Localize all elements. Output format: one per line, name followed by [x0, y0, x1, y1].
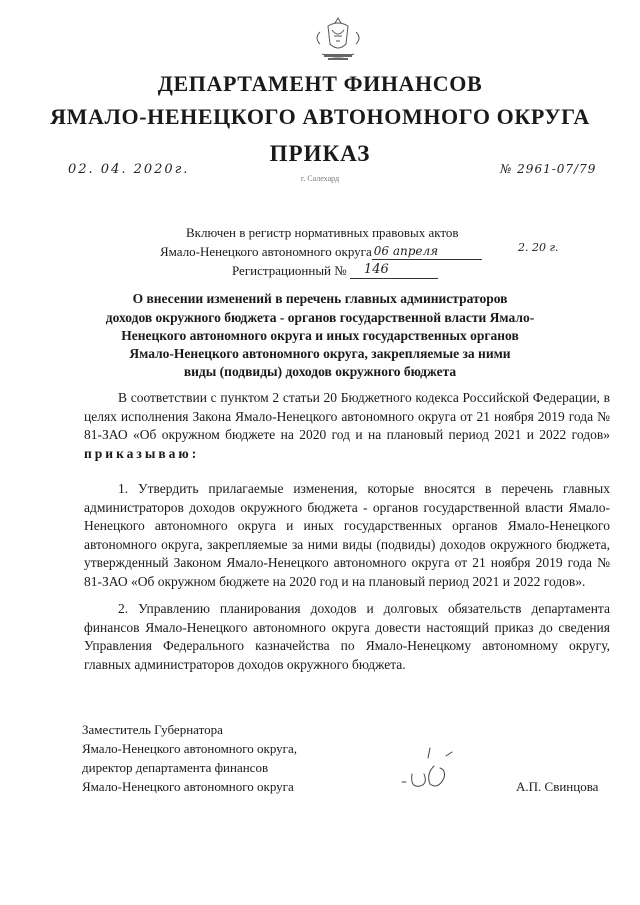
intro-paragraph: [84, 389, 610, 463]
city-label: г. Салехард: [300, 174, 340, 183]
registration-number-field: [350, 264, 438, 279]
registration-number-label: Регистрационный №: [232, 263, 347, 278]
order-word: приказываю:: [84, 445, 200, 461]
department-name-line2: ЯМАЛО-НЕНЕЦКОГО АВТОНОМНОГО ОКРУГА: [50, 104, 590, 129]
registration-number-handwritten: 146: [363, 262, 389, 277]
registration-date-year: 2. 20 г.: [518, 241, 559, 254]
signatory-position-line4: Ямало-Ненецкого автономного округа: [82, 779, 294, 794]
intro-text: В соответствии с пунктом 2 статьи 20 Бюджетного кодекса Российской Федерации, в целях исполнения Закона Ямало-Ненецкого автономного округа от 21 ноября 2019 года № 81-ЗАО «Об окружном бюджете на 2020 год и на плановый период 2021 и 2022 годов»: [84, 390, 610, 442]
signatory-position-line3: директор департамента финансов: [82, 760, 269, 775]
registration-date-handwritten: 06 апреля: [373, 244, 439, 258]
signer-name: А.П. Свинцова: [516, 779, 599, 794]
registration-line2-prefix: Ямало-Ненецкого автономного округа: [160, 244, 372, 259]
title-line: Ненецкого автономного округа и иных государственных органов: [121, 328, 519, 343]
order-item-2: 2. Управлению планирования доходов и долговых обязательств департамента финансов Ямало-Ненецкого автономного округа довести настоящий приказ до сведения Управления Федерального казначейства по Ямало-Ненецкому автономному округу, главных администраторов доходов окружного бюджета.: [84, 601, 610, 672]
order-date-handwritten: 02. 04. 2020г.: [68, 162, 190, 177]
title-line: О внесении изменений в перечень главных администраторов: [132, 291, 508, 306]
title-line: виды (подвиды) доходов окружного бюджета: [183, 364, 457, 379]
signatory-position-line2: Ямало-Ненецкого автономного округа,: [82, 741, 298, 756]
title-line: Ямало-Ненецкого автономного округа, закрепляемые за ними: [129, 346, 511, 361]
signatory-position-line1: Заместитель Губернатора: [82, 722, 223, 737]
order-item-1: 1. Утвердить прилагаемые изменения, которые вносятся в перечень главных администраторов доходов окружного бюджета - органов государственной власти Ямало-Ненецкого автономного округа и иных государственных органов Ямало-Ненецкого автономного округа, закрепляемые за ними виды (подвиды) доходов окружного бюджета, утвержденный Законом Ямало-Ненецкого автономного округа от 21 ноября 2019 года № 81-ЗАО «Об окружном бюджете на 2020 год и на плановый период 2021 и 2022 годов».: [84, 481, 610, 589]
department-name-line1: ДЕПАРТАМЕНТ ФИНАНСОВ: [157, 71, 483, 96]
order-number-handwritten: № 2961-07/79: [500, 162, 597, 176]
registration-line1: Включен в регистр нормативных правовых актов: [186, 225, 459, 240]
coat-of-arms-icon: [306, 14, 370, 64]
registration-date-field: [372, 245, 482, 260]
registration-line3: [232, 263, 438, 279]
title-line: доходов окружного бюджета - органов государственной власти Ямало-: [105, 310, 535, 325]
registration-line2: [160, 244, 482, 260]
document-type-heading: ПРИКАЗ: [269, 141, 371, 166]
handwritten-signature: [400, 744, 464, 796]
